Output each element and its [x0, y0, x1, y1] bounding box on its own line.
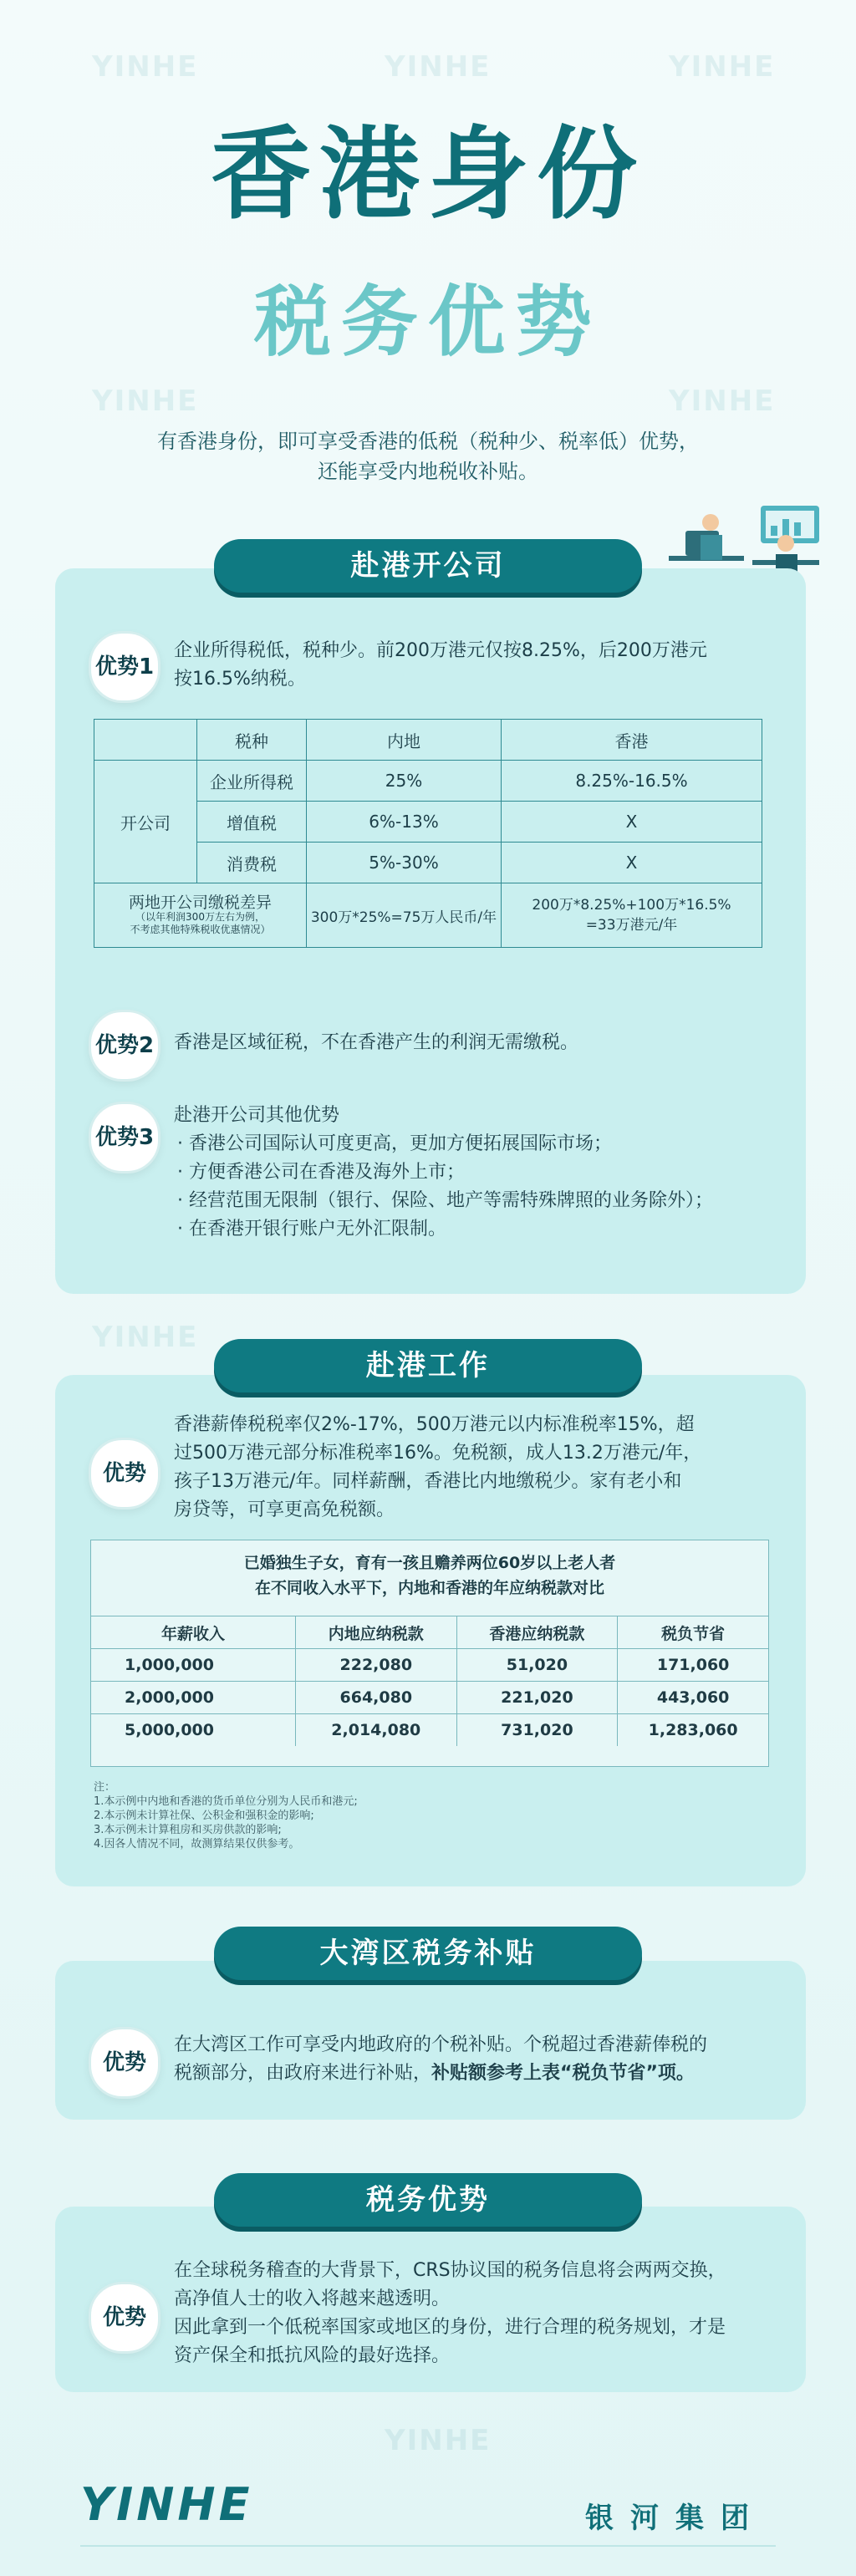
list-item: · 香港公司国际认可度更高，更加方便拓展国际市场； [177, 1130, 779, 1158]
advantage-3-title: 赴港开公司其他优势 [174, 1105, 340, 1126]
advantage-work-badge: 优势 [89, 1438, 160, 1509]
advantage-1-text: 企业所得税低，税种少。前200万港元仅按8.25%，后200万港元 按16.5%纳税。 [174, 640, 707, 690]
advantage-gba-badge: 优势 [89, 2027, 160, 2099]
table-row: 1,000,000 222,080 51,020 171,060 [91, 1649, 768, 1682]
watermark: YINHE [669, 384, 776, 418]
table-notes: 注： 1.本示例中内地和香港的货币单位分别为人民币和港元; 2.本示例未计算社保、公积金和强积金的影响; 3.本示例未计算租房和买房供款的影响; 4.因各人情况不同，故测算结果仅供参考。 [94, 1781, 358, 1851]
list-item: · 在香港开银行账户无外汇限制。 [177, 1215, 779, 1244]
advantage-2-badge: 优势2 [89, 1010, 160, 1082]
table-row: 5,000,000 2,014,080 731,020 1,283,060 [91, 1714, 768, 1747]
gba-advantage-text: 在大湾区工作可享受内地政府的个税补贴。个税超过香港薪俸税的 税额部分，由政府来进行补贴，补贴额参考上表“税负节省”项。 [174, 2034, 708, 2084]
section-header-work: 赴港工作 [214, 1339, 642, 1392]
work-advantage-text: 香港薪俸税税率仅2%-17%，500万港元以内标准税率15%，超 过500万港元部分标准税率16%。免税额，成人13.2万港元/年， 孩子13万港元/年。同样薪酬，香港比内地缴税少。家有老小和 房贷等，可享更高免税额。 [174, 1414, 702, 1520]
salary-tax-comparison: 已婚独生子女，育有一孩且赡养两位60岁以上老人者 在不同收入水平下，内地和香港的年应纳税款对比 年薪收入 内地应纳税款 香港应纳税款 税负节省 1,000,000 222,080 51,020 171,060 2,000,000 664,080 221,020 443,060 5,000,000 2,014,080 731,020 1,283,060 [90, 1540, 769, 1767]
page-subtitle: 税务优势 [253, 277, 602, 367]
advantage-3-list [177, 1130, 779, 1244]
group-label: 开公司 [94, 761, 197, 883]
section-header-gba: 大湾区税务补贴 [214, 1927, 642, 1980]
watermark: YINHE [669, 50, 776, 84]
advantage-3-badge: 优势3 [89, 1102, 160, 1173]
watermark: YINHE [92, 1321, 199, 1354]
watermark: YINHE [92, 50, 199, 84]
page-title: 香港身份 [211, 117, 645, 233]
section-header-tax: 税务优势 [214, 2173, 642, 2227]
company-tax-table: 税种 内地 香港 开公司 企业所得税 25% 8.25%-16.5% 增值税 6%-13% X 消费税 5%-30% X 两地开公司缴税差异 （以年利润300万左右为例， 不考虑其他特殊税收优惠情况） 300万*25%=75万人民币/年 200万*8.25%+100万*16.5% =33万港元/年 [94, 719, 762, 948]
watermark: YINHE [385, 2424, 492, 2457]
watermark: YINHE [385, 50, 492, 84]
list-item: · 经营范围无限制（银行、保险、地产等需特殊牌照的业务除外）； [177, 1187, 779, 1215]
advantage-1-badge: 优势1 [89, 631, 160, 703]
company-name: 银河集团 [585, 2502, 766, 2535]
company-logo: YINHE [80, 2478, 253, 2531]
tax-advantage-text: 在全球税务稽查的大背景下，CRS协议国的税务信息将会两两交换， 高净值人士的收入将越来越透明。 因此拿到一个低税率国家或地区的身份，进行合理的税务规划，才是 资产保全和抵抗风险的最好选择。 [174, 2260, 726, 2366]
section-header-company: 赴港开公司 [214, 539, 642, 593]
advantage-2-text: 香港是区域征税，不在香港产生的利润无需缴税。 [174, 1032, 579, 1053]
intro-text: 有香港身份，即可享受香港的低税（税种少、税率低）优势， 还能享受内地税收补贴。 [157, 430, 699, 483]
list-item: · 方便香港公司在香港及海外上市； [177, 1158, 779, 1187]
advantage-tax-badge: 优势 [89, 2282, 160, 2354]
table-row: 2,000,000 664,080 221,020 443,060 [91, 1682, 768, 1714]
footer-divider [80, 2545, 776, 2547]
watermark: YINHE [92, 384, 199, 418]
salary-tax-table: 年薪收入 内地应纳税款 香港应纳税款 税负节省 1,000,000 222,080 51,020 171,060 2,000,000 664,080 221,020 443,060 5,000,000 2,014,080 731,020 1,283,060 [91, 1616, 768, 1746]
